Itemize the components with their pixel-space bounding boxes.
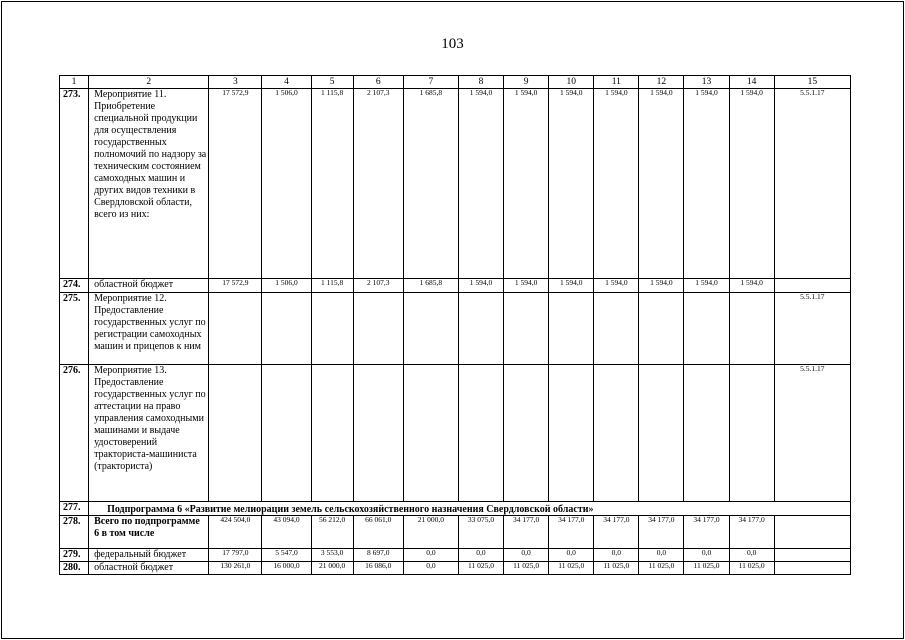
value-cell: 21 000,0 xyxy=(311,562,353,575)
value-cell: 33 075,0 xyxy=(458,516,503,549)
value-cell: 1 594,0 xyxy=(684,279,729,293)
value-cell: 1 115,8 xyxy=(311,89,353,279)
target-code: 5.5.1.17 xyxy=(774,89,850,279)
value-cell: 17 797,0 xyxy=(209,549,262,562)
value-cell xyxy=(639,293,684,365)
row-name: Мероприятие 13. Предоставление государственных услуг по аттестации на право управления самоходными машинами и выдаче удостоверений тракториста-машиниста (тракториста) xyxy=(89,365,209,502)
column-number-11: 11 xyxy=(594,76,639,89)
subprogram-title: Подпрограмма 6 «Развитие мелиорации земель сельскохозяйственного назначения Свердловской области» xyxy=(89,502,851,516)
value-cell xyxy=(594,365,639,502)
value-cell: 0,0 xyxy=(594,549,639,562)
value-cell: 424 504,0 xyxy=(209,516,262,549)
value-cell: 0,0 xyxy=(549,549,594,562)
value-cell: 1 594,0 xyxy=(594,279,639,293)
value-cell: 1 685,8 xyxy=(403,279,458,293)
table-row xyxy=(60,516,851,549)
column-number-3: 3 xyxy=(209,76,262,89)
value-cell: 8 697,0 xyxy=(353,549,403,562)
value-cell: 5 547,0 xyxy=(262,549,311,562)
table-row xyxy=(60,293,851,365)
value-cell: 11 025,0 xyxy=(684,562,729,575)
column-number-15: 15 xyxy=(774,76,850,89)
table-row xyxy=(60,562,851,575)
row-number: 278. xyxy=(60,516,89,549)
value-cell: 0,0 xyxy=(684,549,729,562)
value-cell xyxy=(458,293,503,365)
value-cell xyxy=(639,365,684,502)
value-cell: 2 107,3 xyxy=(353,279,403,293)
column-number-7: 7 xyxy=(403,76,458,89)
table-row xyxy=(60,549,851,562)
value-cell xyxy=(262,293,311,365)
column-number-10: 10 xyxy=(549,76,594,89)
table-row xyxy=(60,89,851,279)
table-row xyxy=(60,279,851,293)
column-number-12: 12 xyxy=(639,76,684,89)
value-cell: 0,0 xyxy=(403,549,458,562)
row-number: 279. xyxy=(60,549,89,562)
value-cell xyxy=(549,293,594,365)
value-cell: 11 025,0 xyxy=(549,562,594,575)
table-row xyxy=(60,502,851,516)
column-number-4: 4 xyxy=(262,76,311,89)
column-number-8: 8 xyxy=(458,76,503,89)
value-cell: 1 594,0 xyxy=(549,89,594,279)
value-cell: 11 025,0 xyxy=(458,562,503,575)
row-name: федеральный бюджет xyxy=(89,549,209,562)
value-cell xyxy=(504,365,549,502)
value-cell: 66 061,0 xyxy=(353,516,403,549)
value-cell: 3 553,0 xyxy=(311,549,353,562)
row-name: Всего по подпрограмме 6 в том числе xyxy=(89,516,209,549)
value-cell: 1 594,0 xyxy=(729,89,774,279)
value-cell: 0,0 xyxy=(458,549,503,562)
target-code xyxy=(774,549,850,562)
value-cell: 130 261,0 xyxy=(209,562,262,575)
column-number-6: 6 xyxy=(353,76,403,89)
value-cell: 34 177,0 xyxy=(594,516,639,549)
value-cell xyxy=(684,365,729,502)
value-cell: 43 094,0 xyxy=(262,516,311,549)
value-cell: 1 594,0 xyxy=(594,89,639,279)
value-cell: 16 000,0 xyxy=(262,562,311,575)
value-cell: 17 572,9 xyxy=(209,89,262,279)
row-number: 276. xyxy=(60,365,89,502)
column-number-5: 5 xyxy=(311,76,353,89)
value-cell xyxy=(504,293,549,365)
value-cell xyxy=(353,365,403,502)
value-cell xyxy=(729,365,774,502)
value-cell: 1 506,0 xyxy=(262,89,311,279)
value-cell: 34 177,0 xyxy=(504,516,549,549)
value-cell: 1 594,0 xyxy=(458,279,503,293)
value-cell xyxy=(403,365,458,502)
value-cell: 16 086,0 xyxy=(353,562,403,575)
value-cell: 34 177,0 xyxy=(684,516,729,549)
target-code: 5.5.1.17 xyxy=(774,365,850,502)
value-cell: 1 594,0 xyxy=(504,89,549,279)
column-number-2: 2 xyxy=(89,76,209,89)
row-name: Мероприятие 11. Приобретение специальной продукции для осуществления государственных полномочий по надзору за техническим состоянием самоходных машин и других видов техники в Свердловской области, всего из них: xyxy=(89,89,209,279)
target-code xyxy=(774,562,850,575)
value-cell: 11 025,0 xyxy=(639,562,684,575)
value-cell: 34 177,0 xyxy=(639,516,684,549)
target-code: 5.5.1.17 xyxy=(774,293,850,365)
value-cell: 0,0 xyxy=(403,562,458,575)
value-cell: 0,0 xyxy=(639,549,684,562)
row-number: 280. xyxy=(60,562,89,575)
row-name: Мероприятие 12. Предоставление государственных услуг по регистрации самоходных машин и прицепов к ним xyxy=(89,293,209,365)
column-number-13: 13 xyxy=(684,76,729,89)
value-cell xyxy=(262,365,311,502)
value-cell: 0,0 xyxy=(729,549,774,562)
value-cell: 17 572,9 xyxy=(209,279,262,293)
value-cell: 1 594,0 xyxy=(549,279,594,293)
value-cell xyxy=(549,365,594,502)
table-row xyxy=(60,365,851,502)
value-cell: 11 025,0 xyxy=(594,562,639,575)
value-cell: 1 594,0 xyxy=(639,279,684,293)
value-cell: 56 212,0 xyxy=(311,516,353,549)
value-cell xyxy=(458,365,503,502)
value-cell xyxy=(353,293,403,365)
budget-table xyxy=(59,75,851,575)
value-cell: 1 506,0 xyxy=(262,279,311,293)
value-cell: 1 594,0 xyxy=(639,89,684,279)
value-cell: 34 177,0 xyxy=(549,516,594,549)
row-number: 277. xyxy=(60,502,89,516)
value-cell xyxy=(684,293,729,365)
value-cell xyxy=(311,365,353,502)
value-cell: 1 594,0 xyxy=(458,89,503,279)
value-cell: 1 594,0 xyxy=(504,279,549,293)
row-number: 273. xyxy=(60,89,89,279)
value-cell xyxy=(311,293,353,365)
value-cell: 1 685,8 xyxy=(403,89,458,279)
value-cell: 34 177,0 xyxy=(729,516,774,549)
value-cell: 21 000,0 xyxy=(403,516,458,549)
row-name: областной бюджет xyxy=(89,562,209,575)
row-name: областной бюджет xyxy=(89,279,209,293)
value-cell: 1 594,0 xyxy=(729,279,774,293)
page-number: 103 xyxy=(441,36,464,52)
value-cell xyxy=(209,293,262,365)
column-number-14: 14 xyxy=(729,76,774,89)
value-cell: 11 025,0 xyxy=(729,562,774,575)
target-code xyxy=(774,279,850,293)
column-number-9: 9 xyxy=(504,76,549,89)
column-number-row xyxy=(60,76,851,89)
value-cell: 0,0 xyxy=(504,549,549,562)
value-cell xyxy=(594,293,639,365)
value-cell: 2 107,3 xyxy=(353,89,403,279)
value-cell: 11 025,0 xyxy=(504,562,549,575)
value-cell xyxy=(209,365,262,502)
value-cell xyxy=(729,293,774,365)
row-number: 275. xyxy=(60,293,89,365)
value-cell: 1 594,0 xyxy=(684,89,729,279)
value-cell: 1 115,8 xyxy=(311,279,353,293)
value-cell xyxy=(403,293,458,365)
column-number-1: 1 xyxy=(60,76,89,89)
target-code xyxy=(774,516,850,549)
row-number: 274. xyxy=(60,279,89,293)
